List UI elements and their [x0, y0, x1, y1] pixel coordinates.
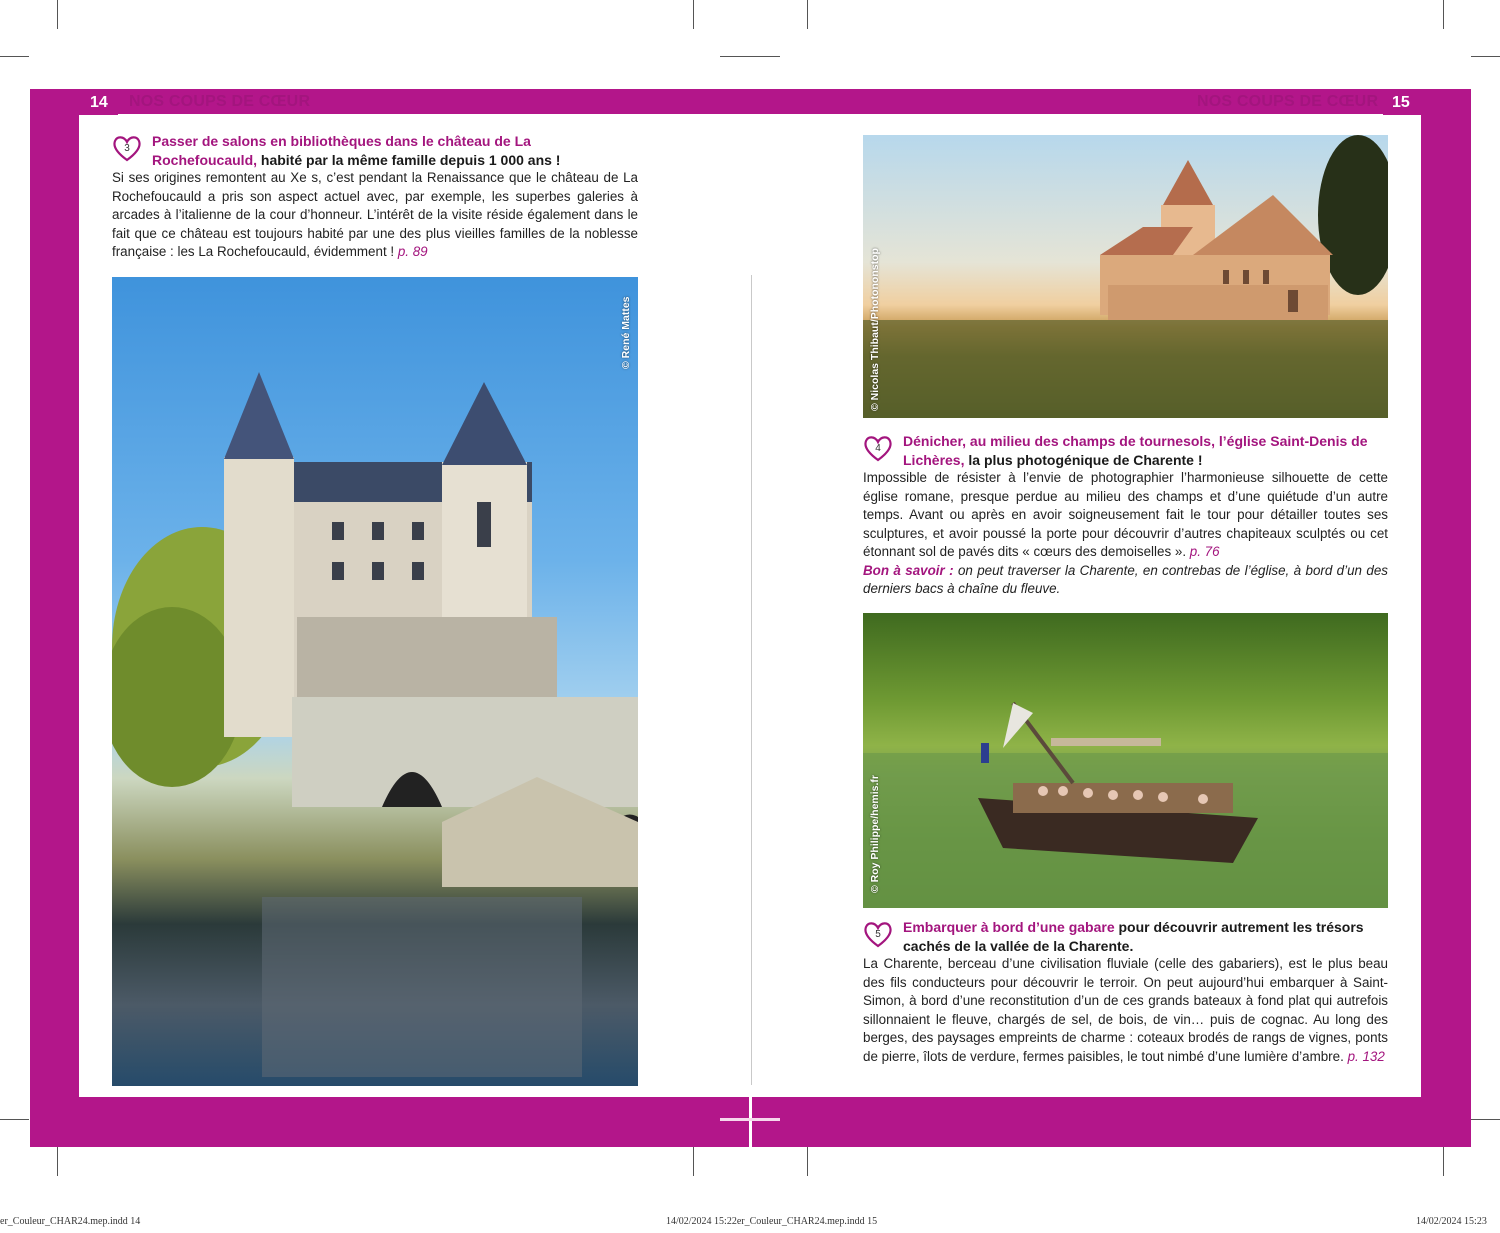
- entry-title: [863, 918, 1388, 955]
- crop-mark: [807, 0, 808, 29]
- gutter-mark: [720, 1118, 780, 1121]
- photo-credit: © René Mattes: [620, 296, 632, 369]
- entry-title-accent: Dénicher, au milieu des champs de tournesols, l’église Saint-Denis de Lichères,: [903, 433, 1368, 468]
- crop-mark: [1471, 56, 1500, 57]
- crop-mark: [57, 1147, 58, 1176]
- page-reference-link[interactable]: p. 132: [1347, 1048, 1385, 1064]
- entry-title: [112, 132, 638, 169]
- entry-number: 4: [875, 443, 881, 454]
- gutter-line: [751, 275, 752, 1085]
- entry-title-rest: la plus photogénique de Charente !: [968, 451, 1203, 468]
- crop-mark: [807, 1147, 808, 1176]
- crop-mark: [1443, 1147, 1444, 1176]
- gutter-mark: [749, 1097, 752, 1147]
- photo-credit: © Nicolas Thibaut/Photononstop: [869, 248, 881, 411]
- gabare-illustration: [863, 613, 1388, 908]
- print-slug-right: 14/02/2024 15:23: [1416, 1216, 1487, 1227]
- page-number-left: 14: [90, 94, 108, 111]
- print-slug-left: er_Couleur_CHAR24.mep.indd 14: [0, 1216, 141, 1227]
- crop-mark: [57, 0, 58, 29]
- entry-number: 5: [875, 929, 881, 940]
- entry-body: [112, 169, 638, 262]
- entry-body: [863, 955, 1388, 1066]
- church-illustration: [863, 135, 1388, 418]
- entry-title-rest: pour découvrir autrement les trésors cachés de la vallée de la Charente.: [903, 919, 1364, 954]
- crop-mark: [693, 1147, 694, 1176]
- page-reference-link[interactable]: p. 89: [397, 244, 428, 259]
- entry-body: [863, 469, 1388, 562]
- good-to-know-note: [863, 562, 1388, 599]
- entry-title-accent: Passer de salons en bibliothèques dans le château de La Rochefoucauld,: [152, 133, 531, 168]
- entry-number: 3: [124, 143, 130, 154]
- crop-mark: [0, 1119, 29, 1120]
- entry-5: [863, 918, 1388, 1066]
- entry-body-text: La Charente, berceau d’une civilisation fluviale (celle des gabariers), est le plus beau des fils conducteurs pour découvrir le terroir. On peut aujourd’hui embarquer à Saint-Simon, à bord d’une reconstitution d’un de ces grands bateaux à fond plat qui autrefois sillonnaient le fleuve, chargés de sel, de bois, de vin… puis de cognac. Au long des berges, des paysages empreints de charme : coteaux brodés de rangs de vignes, ponts de pierre, îlots de verdure, fermes paisibles, le tout nimbé d’une lumière d’ambre.: [863, 956, 1388, 1064]
- running-head-right: NOS COUPS DE CŒUR: [1197, 93, 1379, 110]
- entry-title-rest: habité par la même famille depuis 1 000 ans !: [260, 151, 561, 168]
- entry-title: [863, 432, 1388, 469]
- heart-number-icon: [863, 434, 893, 462]
- entry-3: [112, 132, 638, 262]
- crop-mark: [720, 56, 780, 57]
- crop-mark: [1443, 0, 1444, 29]
- photo-gabare-boat: [863, 613, 1388, 908]
- good-to-know-text: on peut traverser la Charente, en contrebas de l’église, à bord d’un des derniers bacs à chaîne du fleuve.: [863, 562, 1388, 596]
- crop-mark: [1471, 1119, 1500, 1120]
- photo-chateau-la-rochefoucauld: [112, 277, 638, 1086]
- page-number-right: 15: [1392, 94, 1410, 111]
- entry-4: [863, 432, 1388, 599]
- entry-body-text: Si ses origines remontent au Xe s, c’est pendant la Renaissance que le château de La Rochefoucauld a pris son aspect actuel avec, par exemple, les superbes galeries à arcades à l’italienne de la cour d’honneur. L’intérêt de la visite réside également dans le fait que ce château est toujours habité par une des plus vieilles familles de la noblesse française : les La Rochefoucauld, évidemment !: [112, 170, 638, 259]
- photo-eglise-saint-denis: [863, 135, 1388, 418]
- entry-title-accent: Embarquer à bord d’une gabare: [903, 919, 1115, 935]
- heart-number-icon: [112, 134, 142, 162]
- photo-credit: © Roy Philippe/hemis.fr: [869, 774, 881, 893]
- crop-mark: [693, 0, 694, 29]
- chateau-illustration: [112, 277, 638, 1086]
- running-head-left: NOS COUPS DE CŒUR: [129, 93, 311, 110]
- print-slug-center: 14/02/2024 15:22er_Couleur_CHAR24.mep.indd 15: [666, 1216, 878, 1227]
- crop-mark: [0, 56, 29, 57]
- entry-body-text: Impossible de résister à l’envie de photographier l’harmonieuse silhouette de cette église romane, presque perdue au milieu des champs et d’une quiétude d’un autre temps. Avant ou après en avoir soigneusement fait le tour pour détailler toutes ses sculptures, et avoir poussé la porte pour découvrir d’autres chapiteaux sculptés ou cet étonnant sol de pavés dits « cœurs des demoiselles ».: [863, 470, 1388, 559]
- heart-number-icon: [863, 920, 893, 948]
- good-to-know-label: Bon à savoir :: [863, 562, 954, 578]
- page-reference-link[interactable]: p. 76: [1189, 544, 1220, 559]
